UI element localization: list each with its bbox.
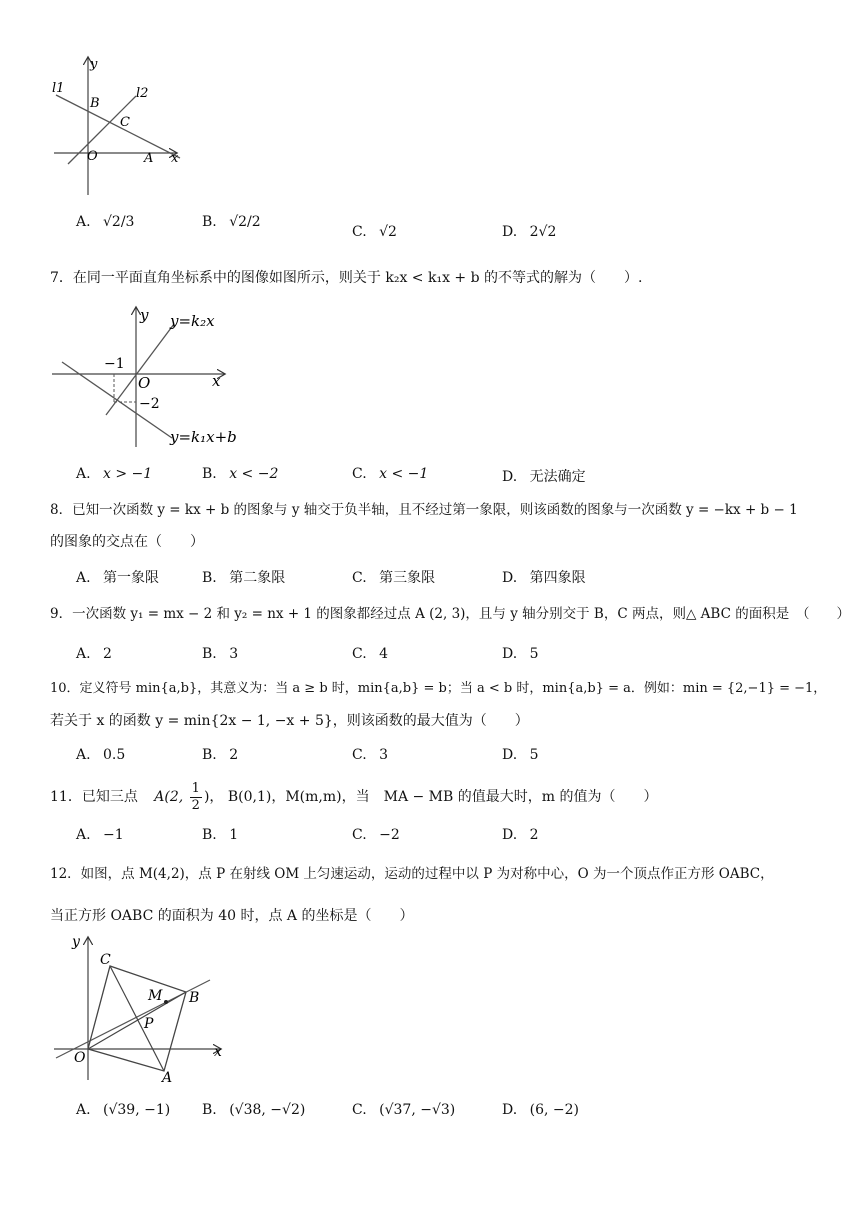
q8-option-b[interactable] [202,567,285,587]
q11-text [50,780,658,814]
q7-label-minus2: −2 [139,396,160,412]
option-label: C. [352,646,367,662]
q7-label-minus1: −1 [104,356,125,372]
q8-text-line1: 8．已知一次函数 y = kx + b 的图象与 y 轴交于负半轴，且不经过第一象限，则该函数的图象与一次函数 y = −kx + b − 1 [50,502,798,518]
option-value: 第四象限 [529,570,586,586]
option-value: 4 [379,646,389,662]
option-value: 第三象限 [379,570,436,586]
option-label: B. [202,646,217,662]
q6-option-d[interactable] [502,224,556,240]
option-label: C. [352,570,367,586]
option-label: B. [202,214,217,230]
q11-option-d[interactable] [502,827,539,843]
q12-option-b[interactable] [202,1102,305,1118]
q7-label-y: y [140,306,149,324]
option-value: √2 [379,224,397,240]
option-label: D. [502,1102,518,1118]
q6-option-a[interactable] [76,214,134,230]
q12-label-x: x [214,1044,222,1060]
option-label: B. [202,466,217,482]
q11-point-a-end: )， [203,789,224,805]
q6-line-l1 [56,95,180,158]
option-value: 2 [229,747,239,763]
q9-option-b[interactable] [202,646,238,662]
q8-text-line2: 的图象的交点在（ ） [50,534,204,550]
q7-text: 7．在同一平面直角坐标系中的图像如图所示，则关于 k₂x < k₁x + b 的不等式的解为（ ）. [50,270,643,286]
q12-label-P: P [144,1016,154,1032]
q10-text-line1: 10．定义符号 min{a,b}，其意义为：当 a ≥ b 时，min{a,b} = b；当 a < b 时，min{a,b} = a．例如：min = {2,−1} = −1， [50,681,827,696]
q9-text: 9．一次函数 y₁ = mx − 2 和 y₂ = nx + 1 的图象都经过点 A (2, 3)，且与 y 轴分别交于 B，C 两点，则△ ABC 的面积是 （ ） [50,606,850,622]
option-value: 2 [529,827,539,843]
option-value: (√39, −1) [103,1102,171,1118]
q12-point-m [164,1000,168,1004]
q6-option-b[interactable] [202,214,261,230]
q11-fraction-den: 2 [191,797,200,813]
option-value: √2/3 [103,214,135,230]
q7-figure [48,302,248,452]
option-label: A. [76,466,91,482]
option-value: x < −2 [229,466,279,482]
option-label: A. [76,747,91,763]
option-label: B. [202,827,217,843]
option-label: C. [352,224,367,240]
q12-option-a[interactable] [76,1102,170,1118]
option-label: A. [76,646,91,662]
q6-label-x: x [171,151,179,166]
q11-option-a[interactable] [76,827,124,843]
q11-option-b[interactable] [202,827,238,843]
option-label: B. [202,747,217,763]
option-value: 3 [229,646,239,662]
q6-option-c[interactable] [352,224,397,240]
q7-option-b[interactable] [202,466,278,482]
option-value: 第二象限 [229,570,286,586]
q9-option-c[interactable] [352,646,388,662]
q7-option-a[interactable] [76,466,152,482]
option-value: 0.5 [103,747,126,763]
q10-text-line2: 若关于 x 的函数 y = min{2x − 1, −x + 5}，则该函数的最大值为（ ） [50,713,529,729]
option-value: 2√2 [529,224,557,240]
q7-label-line1: y=k₂x [170,312,215,330]
option-value: x > −1 [103,466,153,482]
q12-label-O: O [74,1050,86,1066]
option-value: 3 [379,747,389,763]
option-value: (6, −2) [529,1102,580,1118]
q7-label-x: x [212,372,221,390]
q8-option-a[interactable] [76,567,159,587]
q8-option-c[interactable] [352,567,435,587]
q12-ray-om [56,980,210,1058]
q10-option-a[interactable] [76,747,125,763]
option-value: −1 [103,827,124,843]
option-label: B. [202,1102,217,1118]
q6-label-y: y [90,57,98,72]
q11-option-c[interactable] [352,827,400,843]
q11-fraction [190,781,202,814]
q12-label-M: M [148,988,163,1004]
q12-option-c[interactable] [352,1102,455,1118]
q12-label-B: B [189,990,200,1006]
q10-option-c[interactable] [352,747,388,763]
q12-label-C: C [100,952,111,968]
option-label: C. [352,827,367,843]
option-label: A. [76,214,91,230]
q10-option-d[interactable] [502,747,539,763]
option-label: D. [502,224,518,240]
q8-option-d[interactable] [502,567,586,587]
q12-text-line1: 12．如图，点 M(4,2)，点 P 在射线 OM 上匀速运动，运动的过程中以 P 为对称中心，O 为一个顶点作正方形 OABC， [50,866,774,882]
option-label: D. [502,646,518,662]
q11-rest: B(0,1)，M(m,m)，当 MA − MB 的值最大时，m 的值为（ ） [227,789,658,805]
option-label: A. [76,1102,91,1118]
option-value: −2 [379,827,400,843]
option-value: 2 [103,646,112,662]
option-value: 第一象限 [103,570,160,586]
q7-option-c[interactable] [352,466,428,482]
option-label: D. [502,747,518,763]
q12-diagonal-ob [88,992,186,1049]
q12-label-A: A [162,1070,173,1082]
option-label: C. [352,747,367,763]
option-label: D. [502,469,518,485]
q6-label-l1: l1 [52,81,65,96]
q6-label-O: O [87,149,98,164]
option-value: (√37, −√3) [379,1102,456,1118]
q7-option-d[interactable] [502,466,586,486]
q11-fraction-num: 1 [191,780,200,796]
q9-option-a[interactable] [76,646,112,662]
option-value: (√38, −√2) [229,1102,306,1118]
q10-option-b[interactable] [202,747,238,763]
q6-figure [40,50,200,200]
option-value: 无法确定 [529,469,586,485]
option-value: √2/2 [229,214,261,230]
option-label: A. [76,827,91,843]
q6-label-A: A [144,151,154,166]
option-label: C. [352,466,367,482]
q11-point-a: A(2, [154,789,188,805]
option-label: D. [502,570,518,586]
q6-label-B: B [90,96,100,111]
q6-label-l2: l2 [136,86,149,101]
option-value: 1 [229,827,239,843]
q7-label-line2: y=k₁x+b [170,428,237,446]
option-label: C. [352,1102,367,1118]
option-value: x < −1 [379,466,429,482]
option-label: D. [502,827,518,843]
option-label: B. [202,570,217,586]
q12-label-y: y [72,934,80,950]
option-value: 5 [529,646,539,662]
option-value: 5 [529,747,539,763]
q12-text-line2: 当正方形 OABC 的面积为 40 时，点 A 的坐标是（ ） [50,908,414,924]
q9-option-d[interactable] [502,646,539,662]
q7-label-O: O [138,374,151,392]
q12-figure [52,930,232,1082]
q11-prefix: 11．已知三点 [50,789,138,805]
q12-option-d[interactable] [502,1102,579,1118]
q6-label-C: C [120,115,130,130]
option-label: A. [76,570,91,586]
